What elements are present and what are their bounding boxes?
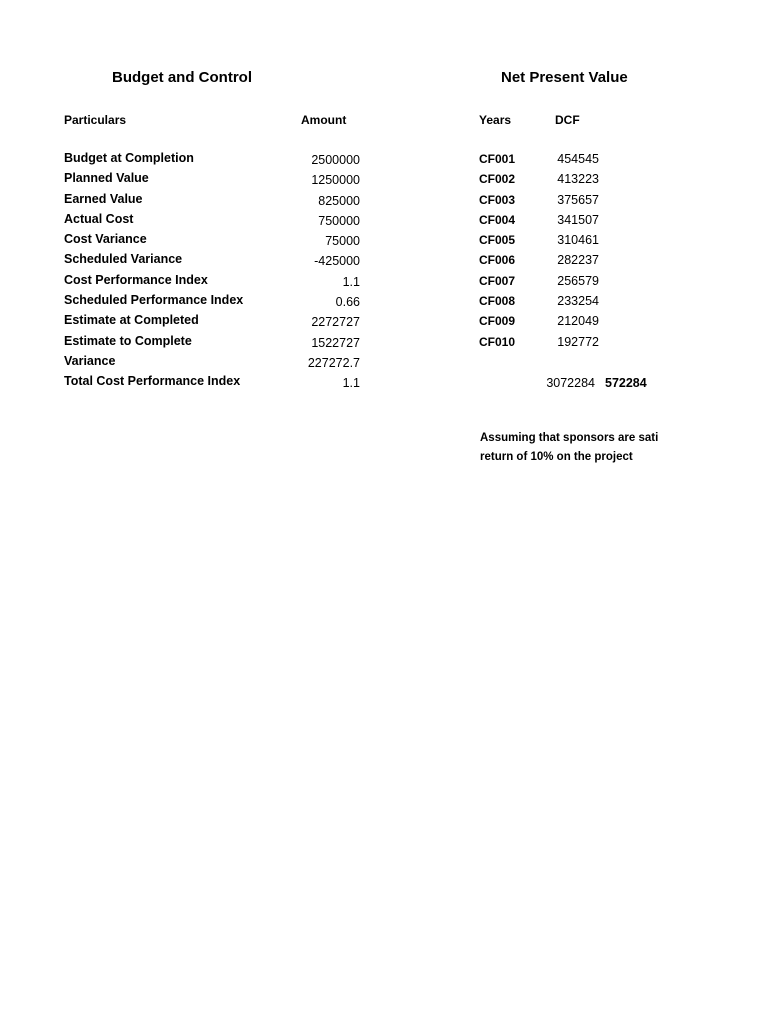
budget-row-label: Scheduled Variance (64, 252, 183, 267)
budget-row-amount: -425000 (314, 254, 360, 269)
budget-row (64, 232, 360, 252)
npv-row (479, 335, 599, 355)
budget-row (64, 334, 360, 354)
npv-row-year: CF005 (479, 233, 516, 248)
npv-row-dcf: 282237 (557, 253, 599, 268)
npv-row-year: CF007 (479, 273, 516, 288)
budget-row-label: Cost Variance (64, 232, 147, 247)
budget-row (64, 293, 360, 313)
npv-row-dcf: 375657 (557, 192, 599, 207)
budget-row-label: Earned Value (64, 191, 143, 206)
budget-row-label: Actual Cost (64, 211, 134, 226)
npv-row-year: CF002 (479, 172, 516, 187)
budget-row-label: Budget at Completion (64, 151, 194, 165)
npv-row-year: CF004 (479, 212, 516, 227)
budget-row-amount: 825000 (318, 193, 360, 208)
npv-row (479, 152, 599, 172)
budget-row (64, 273, 360, 293)
budget-row-amount: 0.66 (335, 295, 360, 310)
npv-row (479, 294, 599, 314)
npv-row-year: CF006 (479, 253, 516, 268)
total-dcf: 3072284 (546, 376, 595, 390)
npv-row (479, 233, 599, 253)
npv-title: Net Present Value (501, 69, 628, 86)
npv-row-year: CF009 (479, 314, 516, 329)
npv-row-dcf: 256579 (557, 273, 599, 288)
npv-row (479, 274, 599, 294)
npv-row-dcf: 341507 (557, 212, 599, 227)
budget-table (64, 151, 360, 395)
npv-row (479, 253, 599, 273)
npv-row-dcf: 192772 (557, 334, 599, 349)
amount-header: Amount (301, 113, 347, 127)
budget-row-amount: 227272.7 (307, 355, 360, 370)
npv-row-dcf: 233254 (557, 294, 599, 309)
years-header: Years (479, 113, 512, 127)
dcf-header: DCF (555, 113, 580, 127)
budget-row-label: Total Cost Performance Index (64, 374, 241, 389)
npv-row-dcf: 454545 (557, 152, 599, 166)
budget-row-amount: 1250000 (311, 173, 360, 188)
budget-title: Budget and Control (112, 69, 252, 86)
note-line-1: Assuming that sponsors are sati (480, 432, 659, 444)
npv-row (479, 213, 599, 233)
budget-row-amount: 2272727 (311, 315, 360, 330)
npv-row-year: CF008 (479, 294, 516, 309)
npv-row-dcf: 310461 (557, 233, 599, 248)
npv-row-year: CF001 (479, 152, 516, 166)
budget-row-label: Planned Value (64, 171, 149, 186)
budget-row-amount: 75000 (325, 234, 360, 249)
budget-row (64, 354, 360, 374)
budget-row-amount: 1.1 (342, 376, 360, 391)
budget-row-amount: 2500000 (311, 153, 360, 167)
budget-row-amount: 1522727 (311, 335, 360, 350)
npv-row-year: CF010 (479, 334, 516, 349)
budget-row-label: Estimate to Complete (64, 333, 192, 348)
budget-row-amount: 1.1 (342, 274, 360, 289)
budget-row (64, 313, 360, 333)
npv-row-dcf: 212049 (557, 314, 599, 329)
npv-table (479, 152, 599, 355)
budget-row (64, 212, 360, 232)
budget-row (64, 252, 360, 272)
budget-row-label: Cost Performance Index (64, 272, 208, 287)
npv-row (479, 314, 599, 334)
npv-value: 572284 (605, 376, 647, 390)
particulars-header: Particulars (64, 113, 127, 127)
budget-row-label: Scheduled Performance Index (64, 293, 244, 308)
budget-row (64, 171, 360, 191)
budget-row-label: Variance (64, 353, 116, 368)
npv-row-year: CF003 (479, 192, 516, 207)
npv-row-dcf: 413223 (557, 172, 599, 187)
budget-row (64, 192, 360, 212)
budget-row-label: Estimate at Completed (64, 313, 199, 328)
budget-row (64, 151, 360, 171)
note-line-2: return of 10% on the project (480, 451, 633, 463)
npv-row (479, 193, 599, 213)
npv-row (479, 172, 599, 192)
budget-row (64, 374, 360, 394)
budget-row-amount: 750000 (318, 213, 360, 228)
